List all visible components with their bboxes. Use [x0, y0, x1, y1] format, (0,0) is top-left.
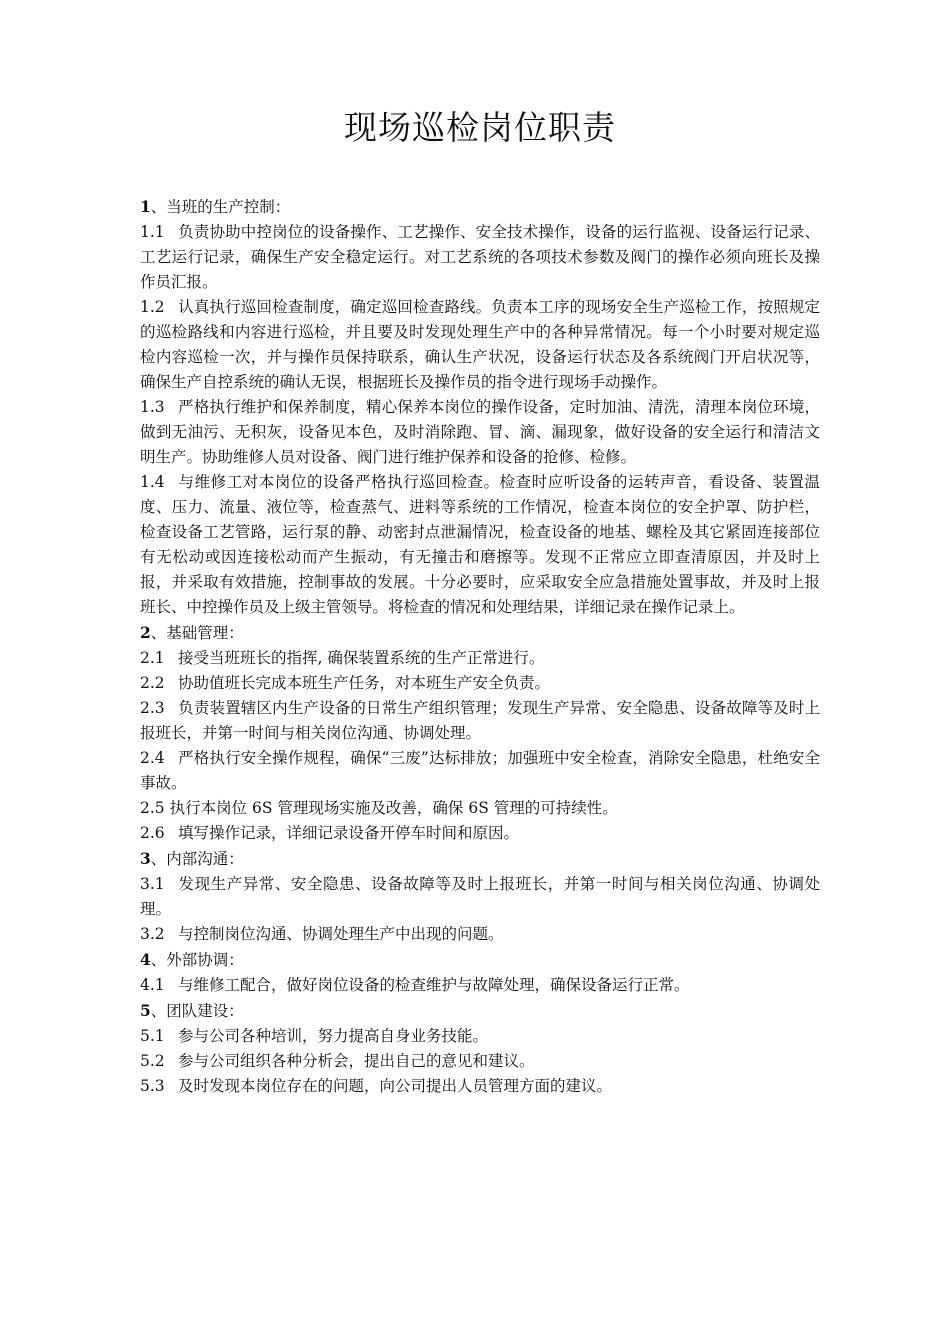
clause-text: 执行本岗位 6S 管理现场实施及改善，确保 6S 管理的可持续性。 — [169, 799, 618, 817]
section-title: 、内部沟通： — [150, 850, 244, 868]
clause-text: 填写操作记录，详细记录设备开停车时间和原因。 — [178, 824, 520, 842]
clause-text: 严格执行安全操作规程，确保“三废”达标排放；加强班中安全检查，消除安全隐患，杜绝安全事故。 — [140, 749, 820, 792]
clause-text: 协助值班长完成本班生产任务，对本班生产安全负责。 — [178, 674, 551, 692]
clause-number: 2.4 — [140, 749, 165, 767]
section-heading — [140, 620, 820, 646]
clause-text: 与控制岗位沟通、协调处理生产中出现的问题。 — [178, 925, 504, 943]
clause-paragraph — [140, 1024, 820, 1049]
clause-text: 参与公司各种培训，努力提高自身业务技能。 — [178, 1027, 489, 1045]
section-title: 、团队建设： — [150, 1002, 244, 1020]
section-title: 、当班的生产控制： — [150, 198, 291, 216]
section-heading — [140, 947, 820, 973]
document-title: 现场巡检岗位职责 — [344, 108, 616, 147]
section-heading — [140, 998, 820, 1024]
clause-text: 接受当班班长的指挥, 确保装置系统的生产正常进行。 — [178, 649, 545, 667]
section-title: 、基础管理： — [150, 624, 244, 642]
clause-number: 5.3 — [140, 1077, 165, 1095]
clause-paragraph — [140, 220, 820, 295]
clause-number: 1.3 — [140, 398, 165, 416]
clause-text: 与维修工对本岗位的设备严格执行巡回检查。检查时应听设备的运转声音，看设备、装置温度、压力、流量、液位等，检查蒸气、进料等系统的工作情况，检查本岗位的安全护罩、防护栏，检查设备工艺管路，运行泵的静、动密封点泄漏情况，检查设备的地基、螺栓及其它紧固连接部位有无松动或因连接松动而产生振动，有无撞击和磨擦等。发现不正常应立即查清原因，并及时上报，并采取有效措施，控制事故的发展。十分必要时，应采取安全应急措施处置事故，并及时上报班长、中控操作员及上级主管领导。将检查的情况和处理结果，详细记录在操作记录上。 — [140, 473, 820, 616]
clause-number: 4.1 — [140, 976, 165, 994]
clause-paragraph — [140, 922, 820, 947]
clause-paragraph — [140, 872, 820, 922]
clause-text: 认真执行巡回检查制度，确定巡回检查路线。负责本工序的现场安全生产巡检工作，按照规定的巡检路线和内容进行巡检，并且要及时发现处理生产中的各种异常情况。每一个小时要对规定巡检内容巡检一次，并与操作员保持联系，确认生产状况，设备运行状态及各系统阀门开启状况等，确保生产自控系统的确认无误，根据班长及操作员的指令进行现场手动操作。 — [140, 298, 820, 391]
clause-text: 及时发现本岗位存在的问题，向公司提出人员管理方面的建议。 — [178, 1077, 613, 1095]
section-number: 2 — [140, 623, 151, 642]
clause-number: 1.4 — [140, 473, 165, 491]
clause-number: 2.5 — [140, 799, 165, 817]
section-heading — [140, 846, 820, 872]
clause-paragraph — [140, 295, 820, 395]
clause-paragraph — [140, 821, 820, 846]
clause-paragraph — [140, 973, 820, 998]
clause-paragraph — [140, 796, 820, 821]
clause-number: 2.2 — [140, 674, 165, 692]
clause-number: 2.3 — [140, 699, 165, 717]
clause-text: 负责装置辖区内生产设备的日常生产组织管理；发现生产异常、安全隐患、设备故障等及时上报班长，并第一时间与相关岗位沟通、协调处理。 — [140, 699, 820, 742]
clause-number: 3.2 — [140, 925, 165, 943]
section-number: 4 — [140, 950, 151, 969]
section-number: 1 — [140, 197, 151, 216]
clause-paragraph — [140, 1074, 820, 1099]
clause-text: 负责协助中控岗位的设备操作、工艺操作、安全技术操作，设备的运行监视、设备运行记录、工艺运行记录，确保生产安全稳定运行。对工艺系统的各项技术参数及阀门的操作必须向班长及操作员汇报。 — [140, 223, 820, 291]
clause-paragraph — [140, 746, 820, 796]
clause-text: 参与公司组织各种分析会，提出自己的意见和建议。 — [178, 1052, 535, 1070]
document-page — [140, 100, 820, 1099]
clause-paragraph — [140, 395, 820, 470]
clause-text: 与维修工配合，做好岗位设备的检查维护与故障处理，确保设备运行正常。 — [178, 976, 690, 994]
clause-number: 5.2 — [140, 1052, 165, 1070]
clause-number: 1.2 — [140, 298, 165, 316]
clause-number: 1.1 — [140, 223, 165, 241]
clause-paragraph — [140, 646, 820, 671]
clause-paragraph — [140, 470, 820, 620]
clause-paragraph — [140, 671, 820, 696]
section-heading — [140, 194, 820, 220]
clause-number: 5.1 — [140, 1027, 165, 1045]
clause-paragraph — [140, 696, 820, 746]
clause-paragraph — [140, 1049, 820, 1074]
section-title: 、外部协调： — [150, 951, 244, 969]
clause-text: 发现生产异常、安全隐患、设备故障等及时上报班长，并第一时间与相关岗位沟通、协调处理。 — [140, 875, 820, 918]
clause-text: 严格执行维护和保养制度，精心保养本岗位的操作设备，定时加油、清洗，清理本岗位环境，做到无油污、无积灰，设备见本色，及时消除跑、冒、滴、漏现象，做好设备的安全运行和清洁文明生产。协助维修人员对设备、阀门进行维护保养和设备的抢修、检修。 — [140, 398, 820, 466]
section-number: 5 — [140, 1001, 151, 1020]
clause-number: 3.1 — [140, 875, 165, 893]
document-body — [140, 194, 820, 1099]
section-number: 3 — [140, 849, 151, 868]
clause-number: 2.1 — [140, 649, 165, 667]
clause-number: 2.6 — [140, 824, 165, 842]
